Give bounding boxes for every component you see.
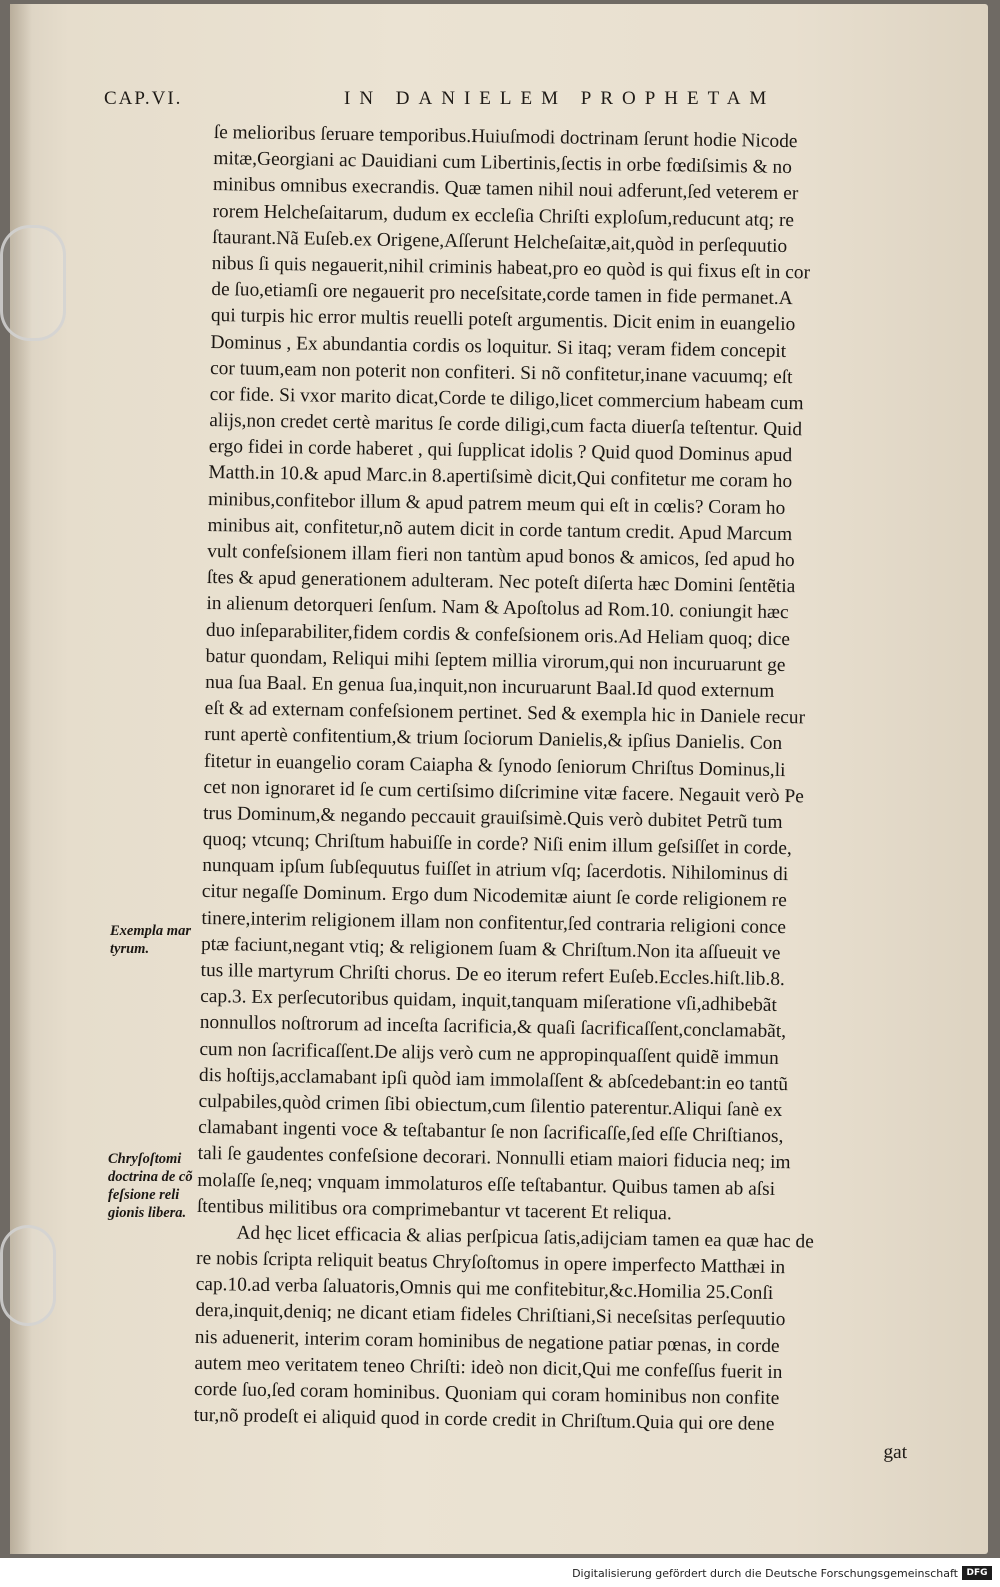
text-line: Dominus , Ex abundantia cordis os loquitur. Si itaq; veram fidem concepit (210, 331, 787, 362)
text-line: eſt & ad externam confeſsionem pertinet. Sed & exempla hic in Daniele recur (204, 698, 806, 729)
text-line: fitetur in euangelio coram Caiapha & ſynodo ſeniorum Chriſtus Dominus,li (203, 750, 786, 781)
text-line: Matth.in 10.& apud Marc.in 8.apertiſsimè dicit,Qui confitetur me coram ho (208, 462, 793, 493)
margin-note-line: doctrina de cõ (108, 1169, 193, 1185)
text-line: cap.3. Ex perſecutoribus quidam, inquit,tanquam miſeratione vſi,adhibebãt (200, 986, 778, 1017)
margin-note-line: tyrum. (110, 941, 150, 957)
text-line: ptæ faciunt,negant vtiq; & religionem ſuam & Chriſtum.Non ita aſſueuit ve (200, 933, 781, 964)
text-line: ergo fidei in corde haberet , qui ſupplicat idolis ? Quid quod Dominus apud (208, 436, 793, 467)
page-clip-top (0, 225, 66, 341)
text-line: dis hoſtijs,acclamabant ipſi quòd iam immolaſſent & abſcedebant:in eo tantũ (198, 1064, 789, 1095)
text-line: tur,nõ prodeſt ei aliquid quod in corde credit in Chriſtum.Quia qui ore dene (193, 1405, 775, 1436)
margin-note-martyr (110, 922, 191, 958)
text-line: cor fide. Si vxor marito dicat,Corde te diligo,licet commercium habeam cum (209, 383, 804, 415)
text-line: minibus,confitebor illum & apud patrem meum qui eſt in cœlis? Coram ho (207, 488, 786, 519)
text-line: in alienum detorqueri ſenſum. Nam & Apoſtolus ad Rom.10. coniungit hæc (206, 593, 789, 624)
text-line: runt apertè confitentium,& trium ſociorum Danielis,& ipſius Danielis. Con (204, 724, 783, 755)
text-line: de ſuo,etiamſi ore negauerit pro neceſsitate,corde tamen in fide permanet.A (211, 279, 793, 310)
text-line: minibus omnibus execrandis. Quæ tamen nihil noui adferunt,ſed veterem er (212, 174, 799, 205)
text-line: nunquam ipſum ſubſequutus fuiſſet in atrium vſq; ſacerdotis. Nihilominus di (202, 855, 789, 886)
text-line: cum non ſacrificaſſent.De alijs verò cum ne appropinquaſſent quidẽ immun (199, 1038, 779, 1069)
text-line: autem meo veritatem teneo Chriſti: ideò non dicit,Qui me confeſſus fuerit in (194, 1352, 783, 1383)
margin-note-chrysostom (108, 1150, 193, 1222)
text-line: qui turpis hic error multis reuelli poteſt argumentis. Dicit enim in euangelio (210, 305, 796, 336)
chapter-label: CAP.VI. (104, 88, 183, 109)
text-line: vult confeſsionem illam fieri non tantùm apud bonos & amicos, ſed apud ho (207, 540, 795, 572)
text-line: nonnullos noſtrorum ad inceſta ſacrificia,& quaſi ſacrificaſſent,conclamabãt, (199, 1012, 787, 1043)
text-line: culpabiles,quòd crimen ſibi obiectum,cum ſilentio paterentur.Aliqui ſanè ex (198, 1090, 783, 1121)
margin-note-line: Exempla mar (110, 923, 191, 939)
dfg-logo: DFG (962, 1566, 992, 1580)
margin-note-line: Chryſoſtomi (108, 1151, 182, 1167)
text-line: nua ſua Baal. En genua ſua,inquit,non incuruarunt Baal.Id quod externum (205, 671, 775, 702)
text-line: batur quondam, Reliqui mihi ſeptem millia virorum,qui non incuruarunt ge (205, 645, 786, 676)
margin-note-line: feſsione reli (108, 1187, 180, 1203)
text-line: ſtes & apud generationem adulteram. Nec poteſt diſerta hæc Domini ſentẽtia (206, 567, 796, 598)
text-line: dera,inquit,deniq; ne dicant etiam fideles Chriſtiani,Si neceſsitas perſequutio (195, 1300, 786, 1331)
text-line: duo inſeparabiliter,fidem cordis & confeſsionem oris.Ad Heliam quoq; dice (205, 619, 791, 650)
text-line: rorem Helcheſaitarum, dudum ex eccleſia Chriſti exploſum,reducunt atq; re (212, 200, 795, 231)
text-line: clamabant ingenti voce & teſtabantur ſe non ſacrificaſſe,ſed eſſe Chriſtianos, (198, 1117, 784, 1148)
running-head (104, 88, 804, 118)
text-line: re nobis ſcripta reliquit beatus Chryſoſtomus in opere imperfecto Matthæi in (195, 1247, 786, 1279)
text-line: trus Dominum,& negando peccauit grauiſsimè.Quis verò dubitet Petrũ tum (202, 802, 783, 833)
text-line: nis aduenerit, interim coram hominibus de negatione patiar pœnas, in corde (194, 1326, 780, 1357)
text-line: Ad hęc licet efficacia & alias perſpicua ſatis,adijciam tamen ea quæ hac de (236, 1222, 814, 1253)
text-line: gat (883, 1442, 908, 1464)
text-line: mitæ,Georgiani ac Dauidiani cum Libertinis,ſectis in orbe fœdiſsimis & no (213, 148, 793, 179)
text-line: molaſſe ſe,neq; vnquam immolaturos eſſe teſtabantur. Quibus tamen ab aſsi (197, 1169, 776, 1200)
text-line: ſtentibus militibus ora comprimebantur vt tacerent Et reliqua. (196, 1195, 672, 1225)
footer-bar (0, 1558, 1000, 1587)
margin-note-line: gionis libera. (108, 1205, 187, 1221)
body-text (193, 120, 928, 1467)
funding-credit: Digitalisierung gefördert durch die Deutsche Forschungsgemeinschaft (572, 1567, 958, 1580)
text-line: nibus ſi quis negauerit,nihil criminis habeat,pro eo quòd is qui fixus eſt in cor (211, 252, 811, 284)
text-line: ſtaurant.Nã Euſeb.ex Origene,Aſſerunt Helcheſaitæ,ait,quòd in perſequutio (211, 226, 788, 257)
text-line: ſe melioribus ſeruare temporibus.Huiuſmodi doctrinam ſerunt hodie Nicode (213, 121, 798, 153)
page-clip-bottom (0, 1225, 56, 1326)
text-line: corde ſuo,ſed coram hominibus. Quoniam qui coram hominibus non confite (193, 1378, 780, 1410)
text-line: citur negaſſe Dominum. Ergo dum Nicodemitæ aiunt ſe corde religionem re (201, 881, 787, 912)
text-line: tali ſe gaudentes confeſsione decorari. Nonnulli etiam maiori fiducia neq; im (197, 1143, 791, 1174)
running-title: IN DANIELEM PROPHETAM (344, 88, 776, 109)
text-line: alijs,non credet certè maritus ſe corde diligi,cum facta diuerſa teſtentur. Quid (209, 410, 803, 441)
text-line: tus ille martyrum Chriſti chorus. De eo iterum refert Euſeb.Eccles.hiſt.lib.8. (200, 959, 785, 991)
text-line: cet non ignoraret id ſe cum certiſsimo diſcrimine vitæ facere. Negauit verò Pe (203, 776, 804, 808)
text-line: tinere,interim religionem illam non confitentur,ſed contraria religioni conce (201, 907, 787, 938)
text-line: minibus ait, confitetur,nõ autem dicit in corde tantum credit. Apud Marcum (207, 514, 793, 545)
text-line: quoq; vtcunq; Chriſtum habuiſſe in corde? Niſi enim illum geſsiſſet in corde, (202, 828, 792, 860)
text-line: cap.10.ad verba ſaluatoris,Omnis qui me confitebitur,&c.Homilia 25.Conſi (195, 1274, 774, 1305)
text-line: cor tuum,eam non poterit non confiteri. Si nõ confitetur,inane vacuumq; eſt (209, 357, 793, 388)
